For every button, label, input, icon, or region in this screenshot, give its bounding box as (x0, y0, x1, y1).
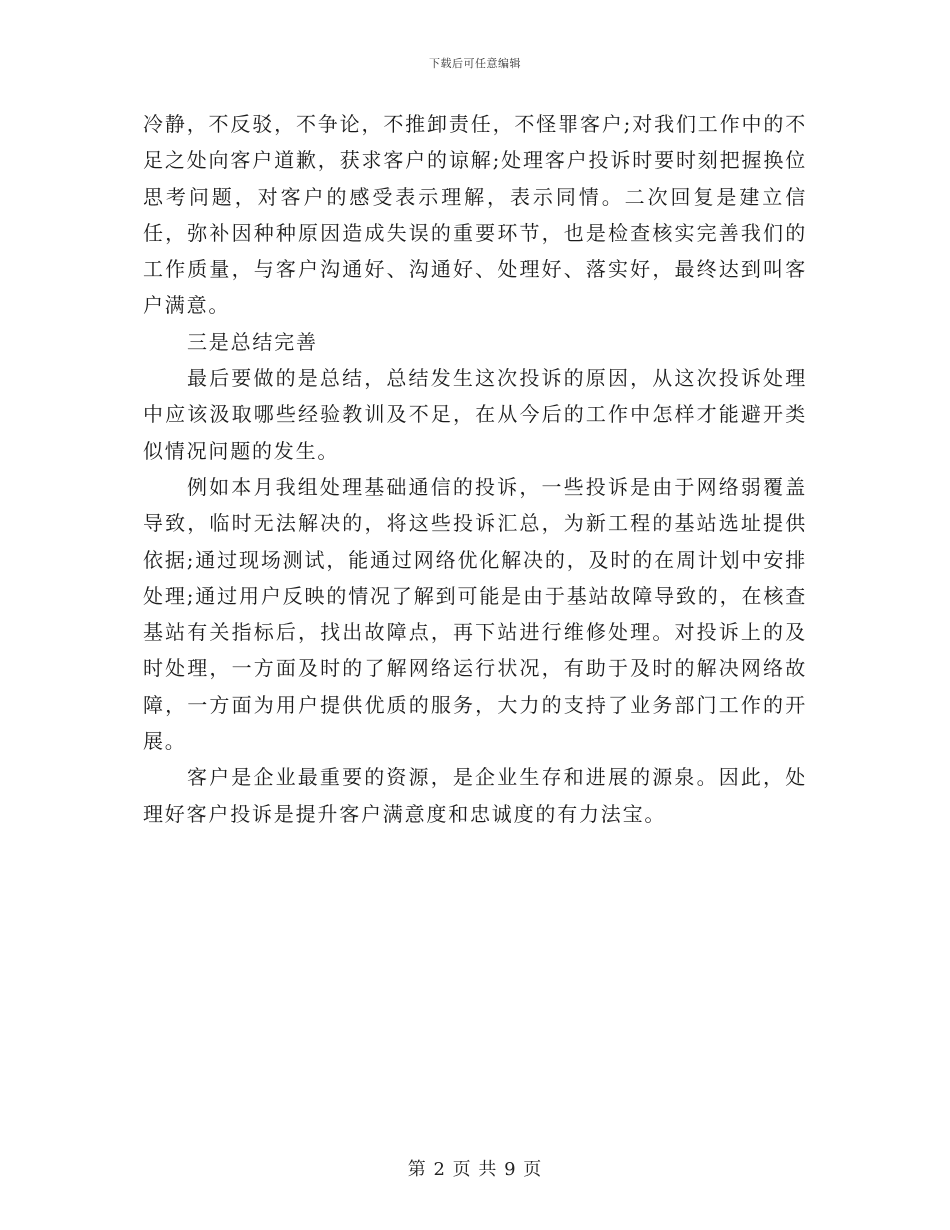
paragraph-apology: 冷静，不反驳，不争论，不推卸责任，不怪罪客户;对我们工作中的不足之处向客户道歉，获求客户的谅解;处理客户投诉时要时刻把握换位思考问题，对客户的感受表示理解，表示同情。二次回复是建立信任，弥补因种种原因造成失误的重要环节，也是检查核实完善我们的工作质量，与客户沟通好、沟通好、处理好、落实好，最终达到叫客户满意。 (143, 112, 807, 318)
document-body (143, 106, 807, 832)
page-number-footer: 第 2 页 共 9 页 (407, 1159, 543, 1180)
section-heading-summary: 三是总结完善 (187, 329, 318, 354)
paragraph-summary: 最后要做的是总结，总结发生这次投诉的原因，从这次投诉处理中应该汲取哪些经验教训及不足，在从今后的工作中怎样才能避开类似情况问题的发生。 (143, 366, 807, 463)
page-header-note: 下载后可任意编辑 (429, 57, 521, 70)
paragraph-example: 例如本月我组处理基础通信的投诉，一些投诉是由于网络弱覆盖导致，临时无法解决的，将这些投诉汇总，为新工程的基站选址提供依据;通过现场测试，能通过网络优化解决的，及时的在周计划中安排处理;通过用户反映的情况了解到可能是由于基站故障导致的，在核查基站有关指标后，找出故障点，再下站进行维修处理。对投诉上的及时处理，一方面及时的了解网络运行状况，有助于及时的解决网络故障，一方面为用户提供优质的服务，大力的支持了业务部门工作的开展。 (143, 474, 807, 754)
paragraph-conclusion: 客户是企业最重要的资源，是企业生存和进展的源泉。因此，处理好客户投诉是提升客户满意度和忠诚度的有力法宝。 (143, 765, 807, 826)
